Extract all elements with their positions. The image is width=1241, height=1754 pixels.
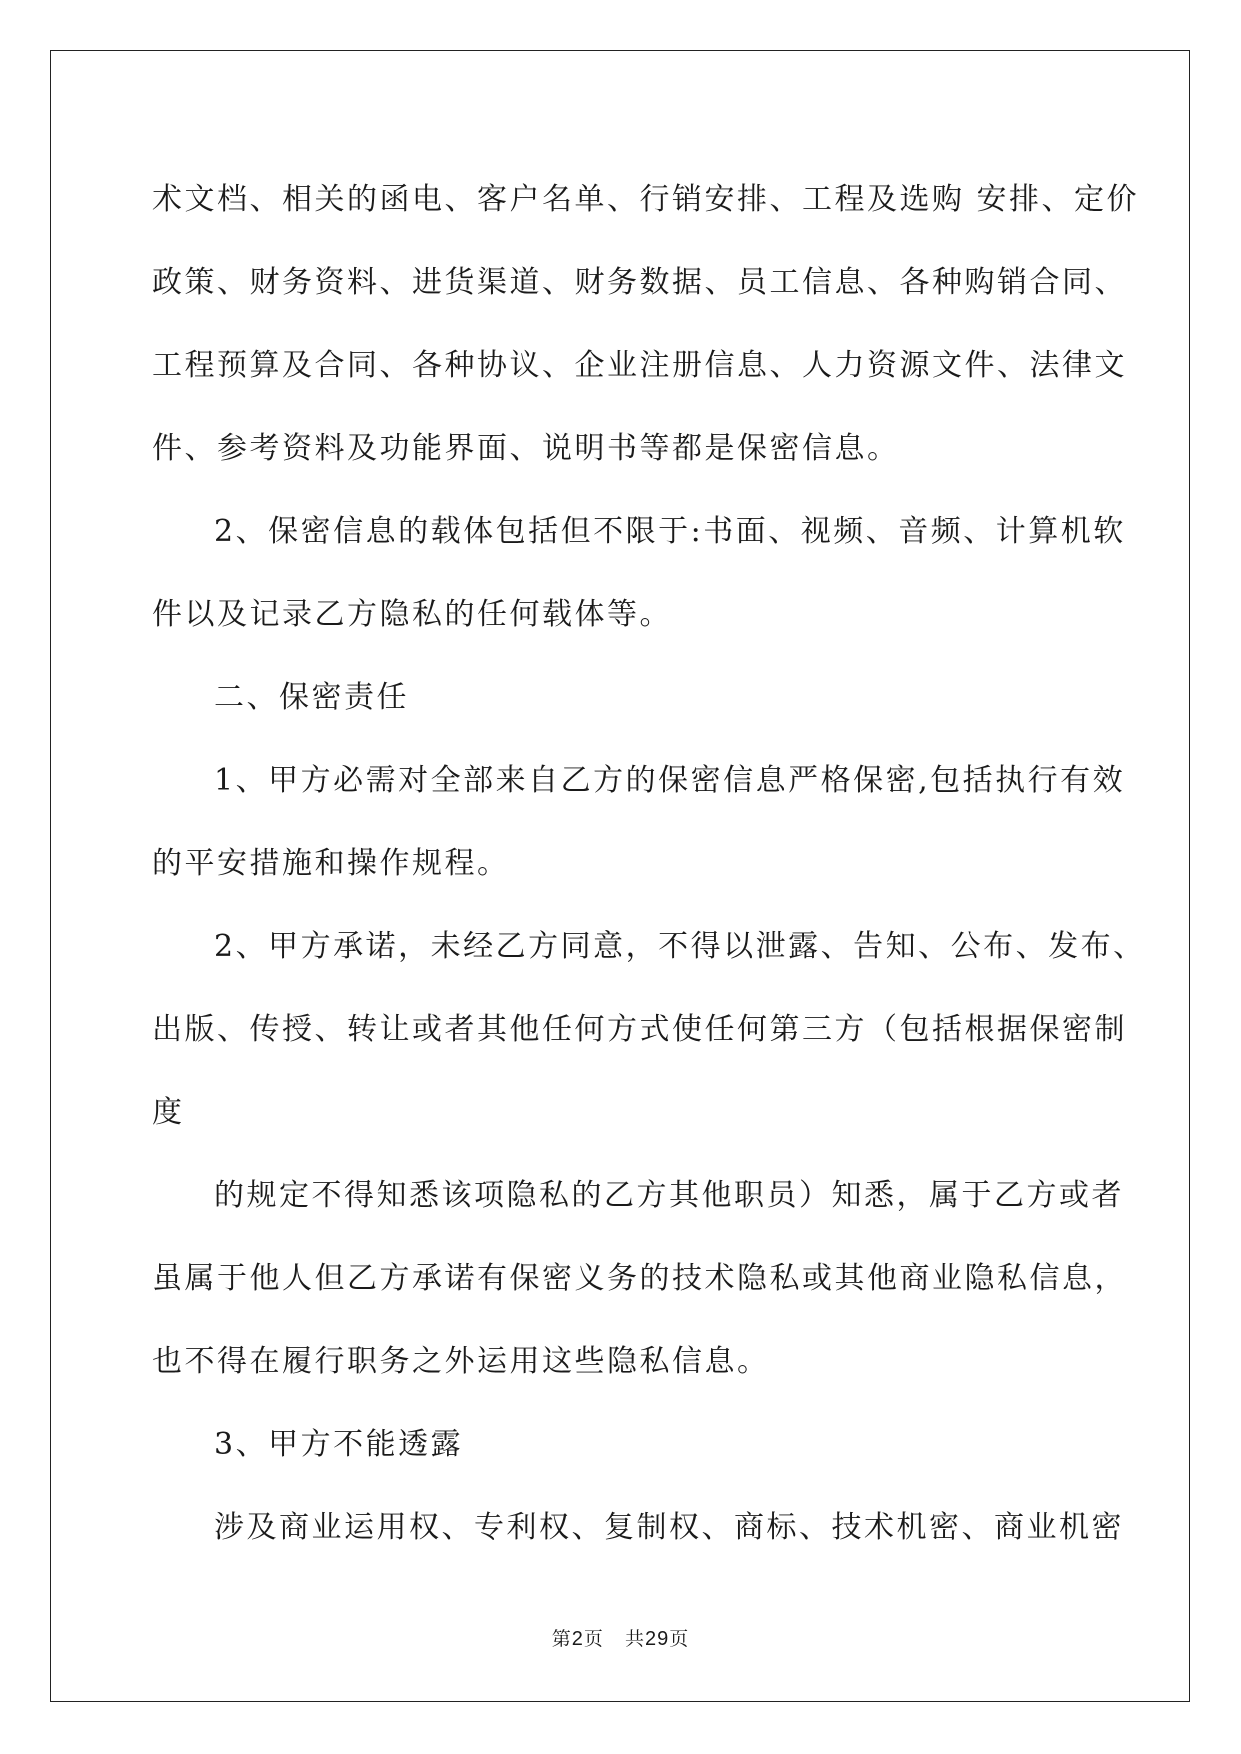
- section-heading: 二、保密责任: [214, 680, 409, 715]
- body-line: 虽属于他人但乙方承诺有保密义务的技术隐私或其他商业隐私信息，: [152, 1261, 1127, 1296]
- body-line: 的平安措施和操作规程。: [152, 846, 510, 881]
- body-line: 2、甲方承诺，未经乙方同意，不得以泄露、告知、公布、发布、: [214, 929, 1146, 964]
- total-page-count: 29: [645, 1628, 670, 1650]
- footer-prefix: 第: [551, 1628, 572, 1650]
- footer-total-suffix: 页: [669, 1628, 690, 1650]
- body-line: 术文档、相关的函电、客户名单、行销安排、工程及选购 安排、定价: [152, 182, 1140, 217]
- body-line: 政策、财务资料、进货渠道、财务数据、员工信息、各种购销合同、: [152, 265, 1127, 300]
- body-line: 件以及记录乙方隐私的任何载体等。: [152, 597, 672, 632]
- body-line: 涉及商业运用权、专利权、复制权、商标、技术机密、商业机密: [214, 1510, 1124, 1545]
- body-line: 工程预算及合同、各种协议、企业注册信息、人力资源文件、法律文: [152, 348, 1127, 383]
- body-line: 也不得在履行职务之外运用这些隐私信息。: [152, 1344, 770, 1379]
- body-line: 件、参考资料及功能界面、说明书等都是保密信息。: [152, 431, 900, 466]
- body-line: 2、保密信息的载体包括但不限于:书面、视频、音频、计算机软: [214, 514, 1126, 549]
- document-body: [152, 158, 1146, 1569]
- body-line: 的规定不得知悉该项隐私的乙方其他职员）知悉，属于乙方或者: [214, 1178, 1124, 1213]
- current-page-number: 2: [571, 1628, 584, 1650]
- body-line: 1、甲方必需对全部来自乙方的保密信息严格保密,包括执行有效: [214, 763, 1126, 798]
- footer-total-prefix: 共: [625, 1628, 646, 1650]
- body-line: 度: [152, 1095, 185, 1130]
- footer-page-suffix: 页: [583, 1628, 604, 1650]
- body-line: 出版、传授、转让或者其他任何方式使任何第三方（包括根据保密制: [152, 1012, 1127, 1047]
- page-footer: [0, 1624, 1241, 1651]
- body-line: 3、甲方不能透露: [214, 1427, 464, 1462]
